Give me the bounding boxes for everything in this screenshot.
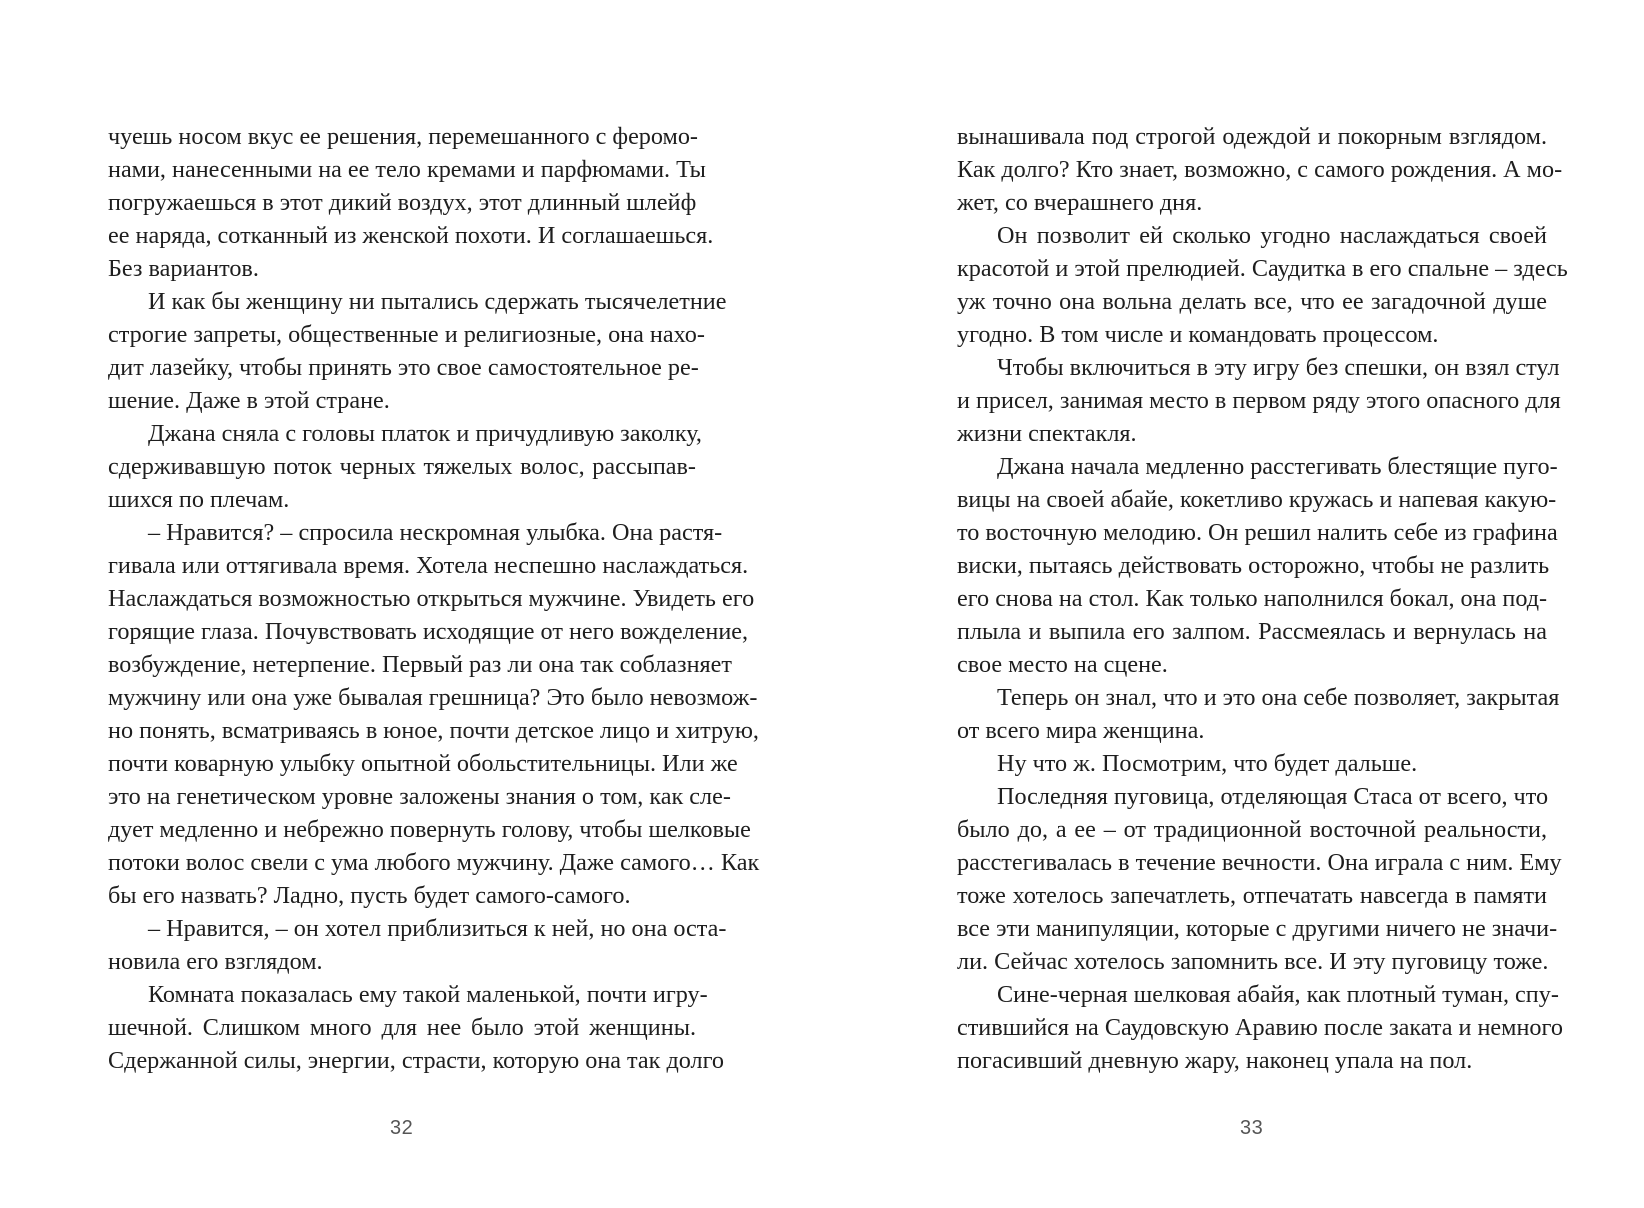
text-line: чуешь носом вкус ее решения, перемешанного с феромо- [108, 123, 698, 150]
text-line: бы его назвать? Ладно, пусть будет самого-самого. [108, 882, 631, 909]
text-line: Последняя пуговица, отделяющая Стаса от всего, что [997, 783, 1549, 810]
text-line: жет, со вчерашнего дня. [957, 189, 1203, 216]
text-line: но понять, всматриваясь в юное, почти детское лицо и хитрую, [108, 717, 759, 744]
text-line: новила его взглядом. [108, 948, 323, 975]
text-line: тоже хотелось запечатлеть, отпечатать навсегда в памяти [957, 882, 1547, 909]
text-line: – Нравится? – спросила нескромная улыбка. Она растя- [148, 519, 723, 546]
text-line: возбуждение, нетерпение. Первый раз ли она так соблазняет [108, 651, 732, 678]
text-line: дует медленно и небрежно повернуть голову, чтобы шелковые [108, 816, 751, 843]
text-line: было до, а ее – от традиционной восточной реальности, [957, 816, 1547, 843]
text-line: Сдержанной силы, энергии, страсти, которую она так долго [108, 1047, 725, 1074]
text-line: мужчину или она уже бывалая грешница? Это было невозмож- [108, 684, 758, 711]
text-line: шихся по плечам. [108, 486, 290, 513]
text-line: это на генетическом уровне заложены знания о том, как сле- [108, 783, 731, 810]
text-line: строгие запреты, общественные и религиозные, она нахо- [108, 321, 705, 348]
text-line: Джана начала медленно расстегивать блестящие пуго- [997, 453, 1558, 480]
text-line: красотой и этой прелюдией. Саудитка в его спальне – здесь [957, 255, 1568, 282]
right-page [822, 0, 1644, 1208]
text-line: стившийся на Саудовскую Аравию после заката и немного [957, 1014, 1563, 1041]
text-line: ли. Сейчас хотелось запомнить все. И эту пуговицу тоже. [957, 948, 1549, 975]
right-page-text [957, 120, 1568, 1077]
text-line: потоки волос свели с ума любого мужчину. Даже самого… Как [108, 849, 760, 876]
text-line: Как долго? Кто знает, возможно, с самого рождения. А мо- [957, 156, 1563, 183]
text-line: Сине-черная шелковая абайя, как плотный туман, спу- [997, 981, 1559, 1008]
text-line: Джана сняла с головы платок и причудливую заколку, [148, 420, 702, 447]
text-line: Комната показалась ему такой маленькой, почти игру- [148, 981, 708, 1008]
text-line: расстегивалась в течение вечности. Она играла с ним. Ему [957, 849, 1562, 876]
text-line: угодно. В том числе и командовать процессом. [957, 321, 1439, 348]
left-page-text [108, 120, 760, 1077]
text-line: Без вариантов. [108, 255, 259, 282]
text-line: виски, пытаясь действовать осторожно, чтобы не разлить [957, 552, 1550, 579]
text-line: вынашивала под строгой одеждой и покорным взглядом. [957, 123, 1547, 150]
text-line: сдерживавшую поток черных тяжелых волос, рассыпав- [108, 453, 696, 480]
text-line: шение. Даже в этой стране. [108, 387, 390, 414]
text-line: ее наряда, сотканный из женской похоти. И соглашаешься. [108, 222, 714, 249]
text-line: горящие глаза. Почувствовать исходящие от него вожделение, [108, 618, 749, 645]
text-line: жизни спектакля. [957, 420, 1137, 447]
text-line: Ну что ж. Посмотрим, что будет дальше. [997, 750, 1418, 777]
text-line: Чтобы включиться в эту игру без спешки, он взял стул [997, 354, 1560, 381]
page-number: 32 [390, 1117, 414, 1139]
text-line: Теперь он знал, что и это она себе позволяет, закрытая [997, 684, 1560, 711]
text-line: то восточную мелодию. Он решил налить себе из графина [957, 519, 1558, 546]
page-number: 33 [1240, 1117, 1264, 1139]
text-line: все эти манипуляции, которые с другими ничего не значи- [957, 915, 1558, 942]
text-line: шечной. Слишком много для нее было этой женщины. [108, 1014, 696, 1041]
text-line: нами, нанесенными на ее тело кремами и парфюмами. Ты [108, 156, 706, 183]
text-line: плыла и выпила его залпом. Рассмеялась и вернулась на [957, 618, 1547, 645]
text-line: Наслаждаться возможностью открыться мужчине. Увидеть его [108, 585, 755, 612]
text-line: гивала или оттягивала время. Хотела неспешно наслаждаться. [108, 552, 749, 579]
text-line: почти коварную улыбку опытной обольстительницы. Или же [108, 750, 738, 777]
text-line: погасивший дневную жару, наконец упала на пол. [957, 1047, 1473, 1074]
text-line: – Нравится, – он хотел приблизиться к ней, но она оста- [148, 915, 727, 942]
text-line: уж точно она вольна делать все, что ее загадочной душе [957, 288, 1547, 315]
text-line: И как бы женщину ни пытались сдержать тысячелетние [148, 288, 727, 315]
text-line: погружаешься в этот дикий воздух, этот длинный шлейф [108, 189, 697, 216]
text-line: его снова на стол. Как только наполнился бокал, она под- [957, 585, 1548, 612]
text-line: дит лазейку, чтобы принять это свое самостоятельное ре- [108, 354, 699, 381]
text-line: вицы на своей абайе, кокетливо кружась и напевая какую- [957, 486, 1557, 513]
text-line: и присел, занимая место в первом ряду этого опасного для [957, 387, 1561, 414]
text-line: от всего мира женщина. [957, 717, 1205, 744]
text-line: Он позволит ей сколько угодно наслаждаться своей [997, 222, 1547, 249]
text-line: свое место на сцене. [957, 651, 1168, 678]
